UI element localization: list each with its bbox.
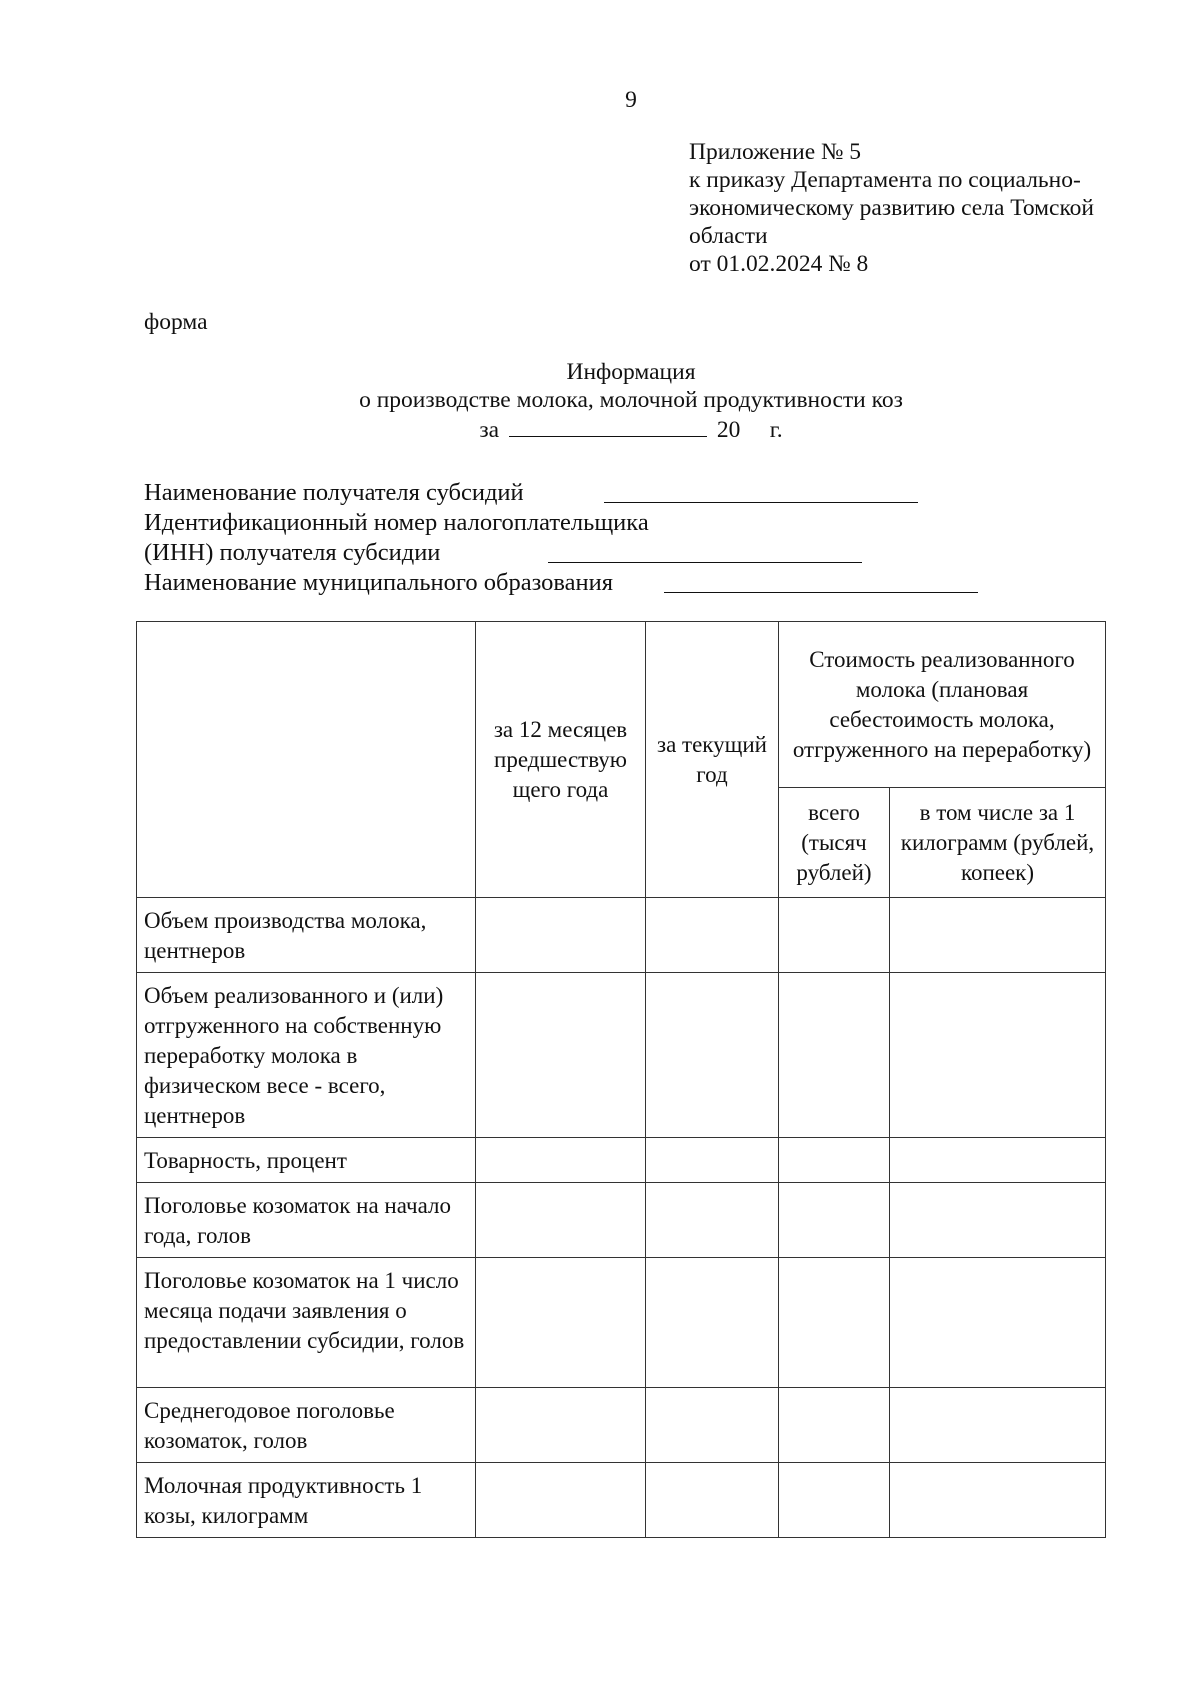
table-row xyxy=(137,973,1106,1138)
title-period xyxy=(0,414,1200,444)
recipient-fields xyxy=(144,478,649,598)
appendix-department-line: экономическому развитию села Томской xyxy=(689,195,1095,221)
row-label-goats-application-month: Поголовье козоматок на 1 число месяца подачи заявления о предоставлении субсидии, голов xyxy=(137,1258,476,1388)
table-cell[interactable] xyxy=(476,1463,646,1538)
form-label: форма xyxy=(144,309,208,335)
table-cell[interactable] xyxy=(646,973,779,1138)
field-municipality xyxy=(144,568,649,598)
appendix-order-line: к приказу Департамента по социально- xyxy=(689,167,1081,193)
title-subject: о производстве молока, молочной продуктивности коз xyxy=(359,387,903,413)
period-year: 20 xyxy=(716,417,741,443)
row-label-milk-production: Объем производства молока, центнеров xyxy=(137,898,476,973)
field-inn-label-line1: Идентификационный номер налогоплательщика xyxy=(144,509,649,536)
table-row xyxy=(137,1388,1106,1463)
page-number: 9 xyxy=(625,87,637,113)
row-label-milk-sold: Объем реализованного и (или) отгруженного на собственную переработку молока в физическом весе - всего, центнеров xyxy=(137,973,476,1138)
table-cell[interactable] xyxy=(646,1258,779,1388)
table-cell[interactable] xyxy=(646,1463,779,1538)
inn-blank[interactable] xyxy=(548,540,862,563)
header-prev-year: за 12 месяцев предшествую щего года xyxy=(476,622,646,898)
field-inn-label-line2: (ИНН) получателя субсидии xyxy=(144,539,441,566)
header-cost-per-kg: в том числе за 1 килограмм (рублей, копеек) xyxy=(890,788,1106,898)
table-cell[interactable] xyxy=(476,1183,646,1258)
table-header-row xyxy=(137,622,1106,788)
document-title xyxy=(0,358,1200,444)
recipient-name-blank[interactable] xyxy=(604,480,918,503)
appendix-block xyxy=(689,138,1169,278)
table-cell[interactable] xyxy=(646,1183,779,1258)
row-label-average-goats: Среднегодовое поголовье козоматок, голов xyxy=(137,1388,476,1463)
field-municipality-label: Наименование муниципального образования xyxy=(144,569,613,596)
period-prefix: за xyxy=(479,417,500,443)
table-cell[interactable] xyxy=(476,1258,646,1388)
municipality-blank[interactable] xyxy=(664,570,978,593)
header-current-year: за текущий год xyxy=(646,622,779,898)
period-suffix: г. xyxy=(769,417,783,443)
field-recipient-name-label: Наименование получателя субсидий xyxy=(144,479,524,506)
table-cell[interactable] xyxy=(890,898,1106,973)
table-cell[interactable] xyxy=(646,1138,779,1183)
header-empty-cell xyxy=(137,622,476,898)
table-row xyxy=(137,1138,1106,1183)
table-row xyxy=(137,898,1106,973)
table-cell[interactable] xyxy=(779,1183,890,1258)
title-heading: Информация xyxy=(566,359,696,385)
field-recipient-name xyxy=(144,478,649,508)
data-table xyxy=(136,621,1106,1538)
table-cell[interactable] xyxy=(646,898,779,973)
table-cell[interactable] xyxy=(476,1138,646,1183)
header-cost-group: Стоимость реализованного молока (плановая себестоимость молока, отгруженного на переработку) xyxy=(779,622,1106,788)
table-cell[interactable] xyxy=(476,898,646,973)
header-cost-total: всего (тысяч рублей) xyxy=(779,788,890,898)
table-cell[interactable] xyxy=(779,1463,890,1538)
field-inn xyxy=(144,538,649,568)
table-row xyxy=(137,1258,1106,1388)
table-cell[interactable] xyxy=(890,973,1106,1138)
table-cell[interactable] xyxy=(779,1388,890,1463)
table-cell[interactable] xyxy=(476,973,646,1138)
table-cell[interactable] xyxy=(890,1138,1106,1183)
table-cell[interactable] xyxy=(779,1258,890,1388)
row-label-marketability: Товарность, процент xyxy=(137,1138,476,1183)
table-cell[interactable] xyxy=(890,1258,1106,1388)
row-label-milk-productivity: Молочная продуктивность 1 козы, килограмм xyxy=(137,1463,476,1538)
table-cell[interactable] xyxy=(890,1463,1106,1538)
table-cell[interactable] xyxy=(646,1388,779,1463)
table-cell[interactable] xyxy=(779,898,890,973)
period-blank[interactable] xyxy=(509,414,707,437)
table-cell[interactable] xyxy=(890,1388,1106,1463)
table-row xyxy=(137,1183,1106,1258)
appendix-region-line: области xyxy=(689,223,768,249)
row-label-goats-start-year: Поголовье козоматок на начало года, голов xyxy=(137,1183,476,1258)
table-row xyxy=(137,1463,1106,1538)
appendix-title: Приложение № 5 xyxy=(689,139,862,165)
table-cell[interactable] xyxy=(779,973,890,1138)
table-cell[interactable] xyxy=(779,1138,890,1183)
table-cell[interactable] xyxy=(476,1388,646,1463)
table-cell[interactable] xyxy=(890,1183,1106,1258)
appendix-date-number: от 01.02.2024 № 8 xyxy=(689,251,869,277)
field-inn-line1 xyxy=(144,508,649,538)
